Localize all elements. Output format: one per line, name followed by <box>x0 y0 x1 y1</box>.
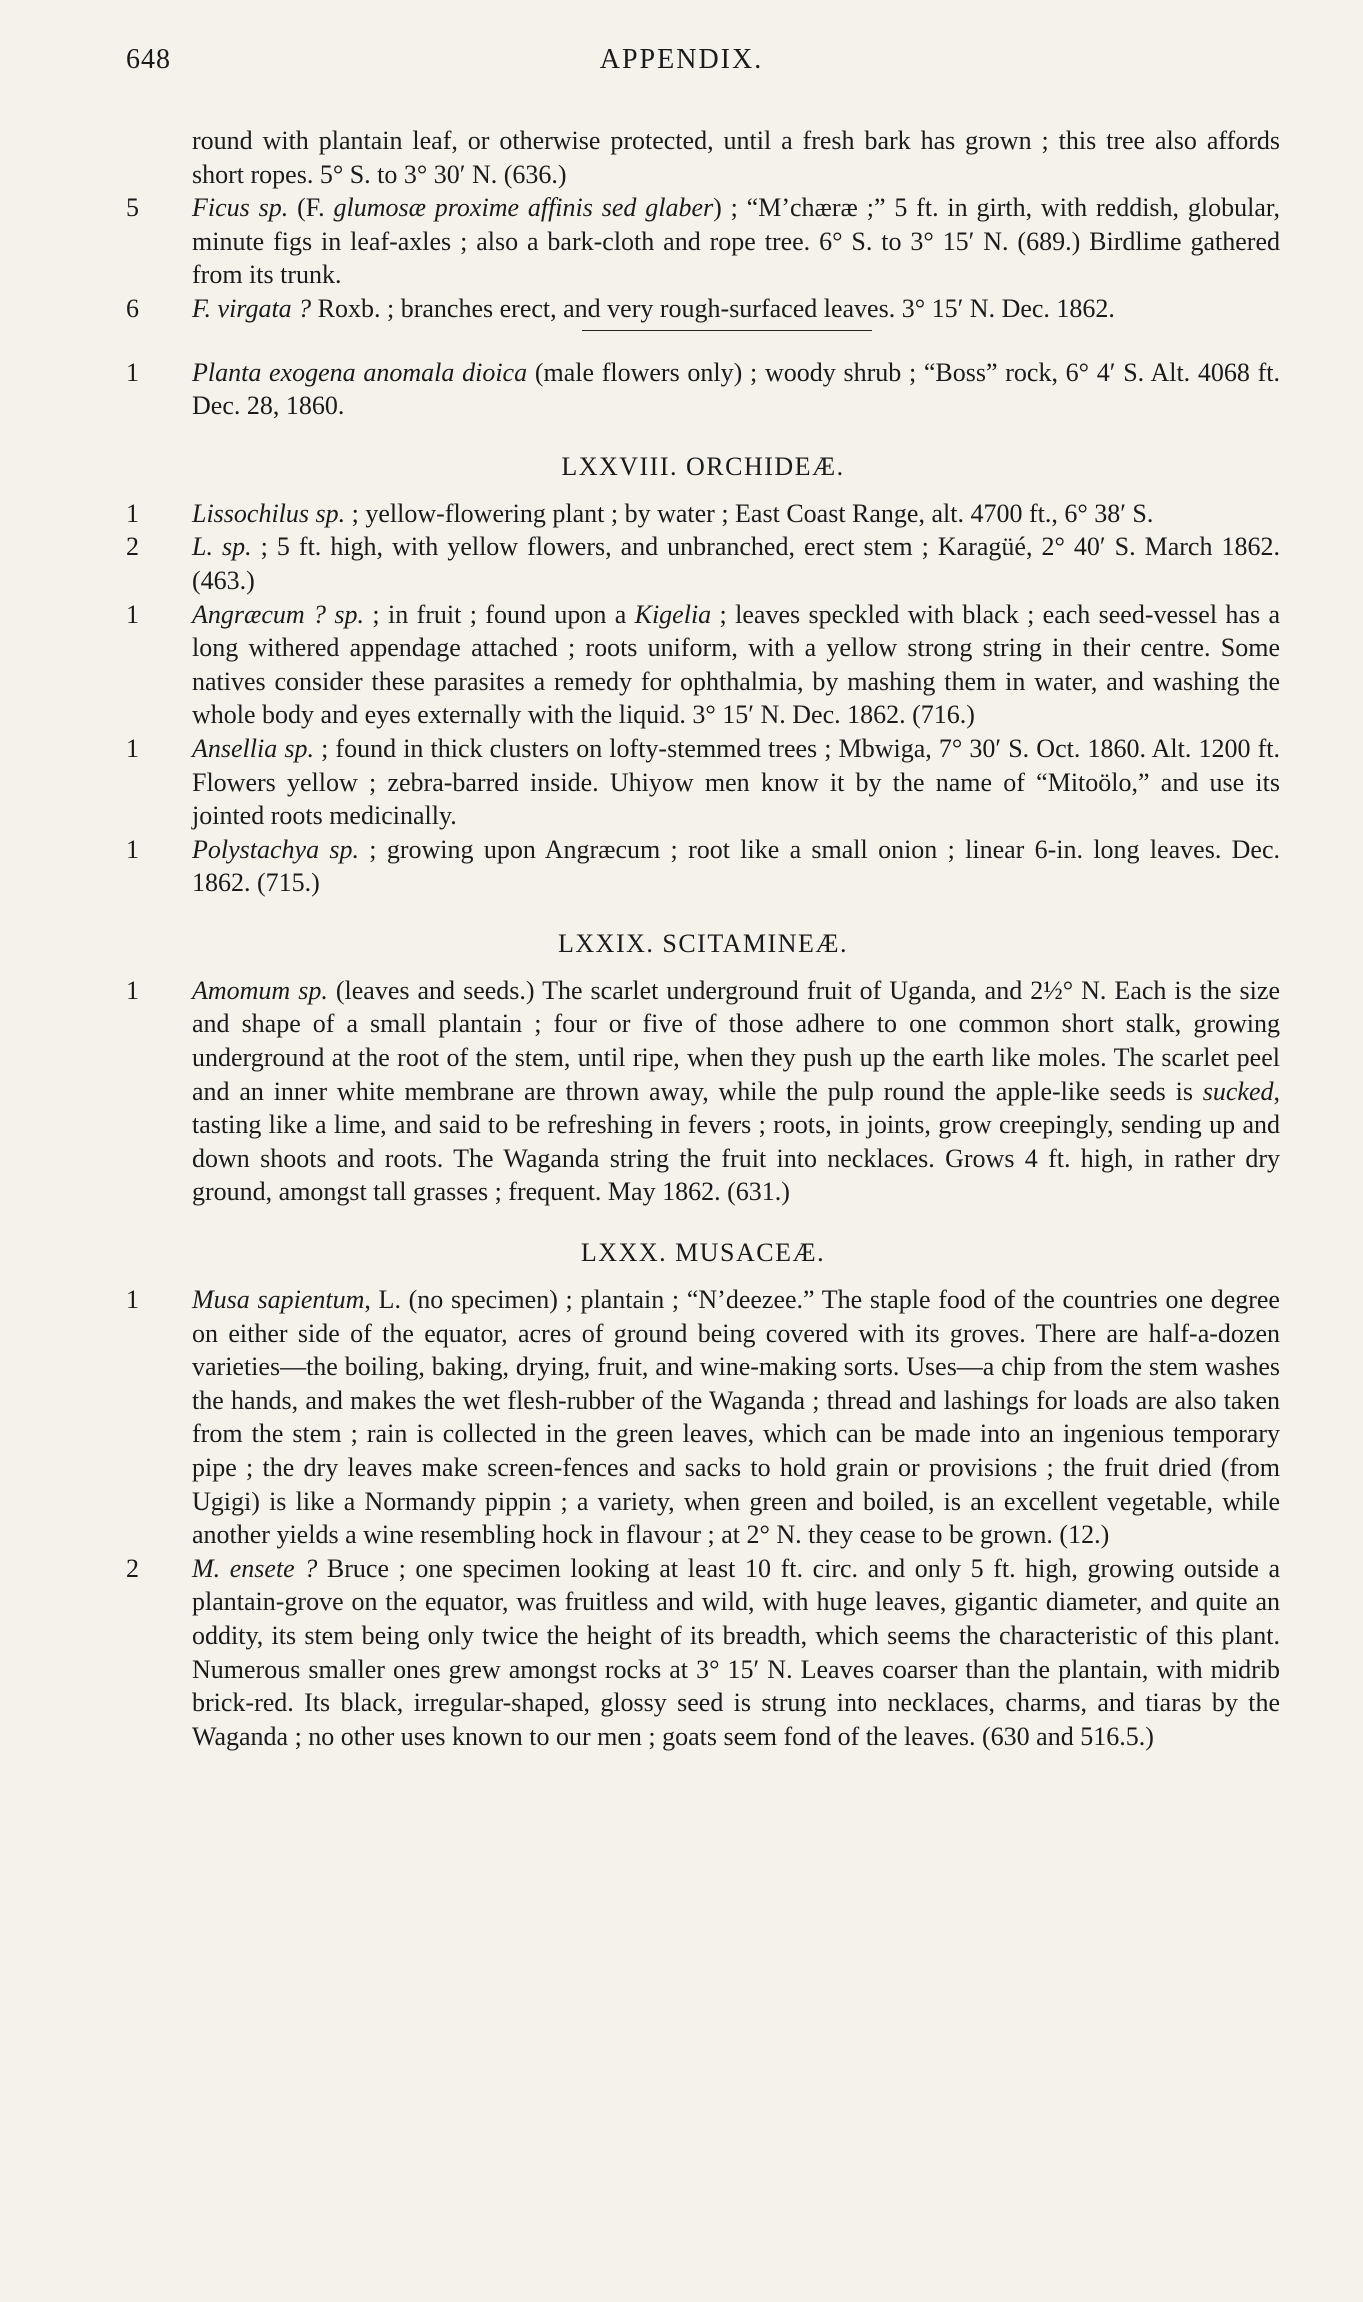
taxon-name: Musa sapientum <box>192 1285 365 1315</box>
entry-number: 1 <box>126 498 139 528</box>
taxon-name: L. sp. <box>192 532 252 562</box>
entry-number: 2 <box>126 1553 139 1583</box>
entry-text: , L. (no specimen) ; plantain ; “N’deezee.” The staple food of the countries one degree on either side of the equator, acres of ground being covered with its groves. There are half-a-dozen varieties—the boiling, baking, drying, fruit, and wine-making sorts. Uses—a chip from the stem washes the hands, and makes the wet flesh-rubber of the Waganda ; thread and lashings for loads are also taken from the stem ; rain is collected in the green leaves, which can be made into an ingenious temporary pipe ; the dry leaves make screen-fences and sacks to hold grain or provisions ; the fruit dried (from Ugigi) is like a Normandy pippin ; a variety, when green and boiled, is an excellent vegetable, while another yields a wine resembling hock in flavour ; at 2° N. they cease to be grown. (12.) <box>192 1285 1280 1550</box>
entry-number: 1 <box>126 733 139 763</box>
section-rule <box>582 330 872 331</box>
taxon-name: Kigelia <box>634 599 712 629</box>
running-title: APPENDIX. <box>599 44 764 75</box>
entry-text: (leaves and seeds.) The scarlet underground fruit of Uganda, and 2½° N. Each is the size and shape of a small plantain ; four or five of those adhere to one common short stalk, growing underground at the root of the stem, until ripe, when they push up the earth like moles. The scarlet peel and an inner white membrane are thrown away, while the pulp round the apple-like seeds is <box>192 975 1280 1106</box>
section-heading-scitamineae: LXXIX. SCITAMINEÆ. <box>558 928 848 958</box>
taxon-name: Polystachya sp. <box>192 834 359 864</box>
entry-text: ; in fruit ; found upon a <box>364 599 635 629</box>
taxon-name: Lissochilus sp. <box>192 498 346 528</box>
entry-number: 1 <box>126 834 139 864</box>
entry-number: 1 <box>126 357 139 387</box>
entry-text: (male flowers only) ; woody shrub ; “Boss” rock, 6° 4′ S. Alt. 4068 ft. Dec. 28, 1860. <box>192 357 1280 421</box>
taxon-name: Ficus sp. <box>192 193 289 223</box>
section-heading-orchideae: LXXVIII. ORCHIDEÆ. <box>561 451 845 481</box>
entry-ficus <box>126 191 1280 292</box>
entry-angraecum <box>126 598 1280 732</box>
entry-text: ) ; “M’chæræ ;” 5 ft. in girth, with reddish, globular, minute figs in leaf-axles ; also a bark-cloth and rope tree. 6° S. to 3° 15′ N. (689.) Birdlime gathered from its trunk. <box>192 193 1280 290</box>
entry-text: Roxb. ; branches erect, and very rough-surfaced leaves. 3° 15′ N. Dec. 1862. <box>311 293 1115 323</box>
entry-number: 5 <box>126 193 139 223</box>
entry-text: ; leaves speckled with black ; each seed-vessel has a long withered appendage attached ; roots uniform, with a yellow strong string in their centre. Some natives consider these parasites a remedy for ophthalmia, by mashing them in water, and washing the whole body and eyes externally with the liquid. 3° 15′ N. Dec. 1862. (716.) <box>192 599 1280 730</box>
taxon-name: Planta exogena anomala dioica <box>192 357 528 387</box>
entry-text: ; found in thick clusters on lofty-stemmed trees ; Mbwiga, 7° 30′ S. Oct. 1860. Alt. 1200 ft. Flowers yellow ; zebra-barred inside. Uhiyow men know it by the name of “Mitoölo,” and use its jointed roots medicinally. <box>192 733 1280 831</box>
entry-text: ; growing upon Angræcum ; root like a small onion ; linear 6-in. long leaves. Dec. 1862. (715.) <box>192 834 1280 898</box>
entry-text: ; yellow-flowering plant ; by water ; East Coast Range, alt. 4700 ft., 6° 38′ S. <box>345 498 1154 528</box>
entry-lissochilus <box>126 497 1280 531</box>
page-number: 648 <box>126 44 171 75</box>
entry-text: ; 5 ft. high, with yellow flowers, and unbranched, erect stem ; Karagüé, 2° 40′ S. March 1862. (463.) <box>192 532 1280 595</box>
page-body <box>126 124 1280 1753</box>
entry-planta-exogena <box>126 356 1280 423</box>
page-header <box>126 44 1237 84</box>
entry-text: Bruce ; one specimen looking at least 10 ft. circ. and only 5 ft. high, growing outside a plantain-grove on the equator, was fruitless and wild, with huge leaves, gigantic diameter, and quite an oddity, its stem being only twice the height of its breadth, which seems the characteristic of this plant. Numerous smaller ones grew amongst rocks at 3° 15′ N. Leaves coarser than the plantain, with midrib brick-red. Its black, irregular-shaped, glossy seed is strung into necklaces, charms, and tiaras by the Waganda ; no other uses known to our men ; goats seem fond of the leaves. (630 and 516.5.) <box>192 1553 1281 1751</box>
entry-polystachya <box>126 833 1280 900</box>
entry-number: 1 <box>126 599 139 629</box>
entry-ficus-virgata <box>126 292 1280 326</box>
entry-amomum <box>126 974 1280 1209</box>
taxon-name: glumosæ proxime affinis sed glaber <box>333 193 714 223</box>
entry-text: round with plantain leaf, or otherwise protected, until a fresh bark has grown ; this tree also affords short ropes. 5° S. to 3° 30′ N. (636.) <box>192 126 1280 189</box>
entry-number: 1 <box>126 975 139 1005</box>
taxon-name: M. ensete ? <box>192 1553 318 1583</box>
section-heading-musaceae: LXXX. MUSACEÆ. <box>580 1238 826 1268</box>
entry-continuation <box>126 124 1280 191</box>
entry-number: 6 <box>126 293 139 323</box>
entry-musa-sapientum <box>126 1283 1280 1552</box>
taxon-name: Amomum sp. <box>192 975 328 1005</box>
taxon-name: F. virgata ? <box>192 293 312 323</box>
entry-number: 1 <box>126 1285 139 1315</box>
section-rule-row <box>126 326 1280 342</box>
entry-musa-ensete <box>126 1552 1280 1754</box>
entry-number: 2 <box>126 532 139 562</box>
taxon-name: Ansellia sp. <box>192 733 314 763</box>
taxon-name: Angræcum ? sp. <box>192 599 365 629</box>
entry-ansellia <box>126 732 1280 833</box>
entry-text: , tasting like a lime, and said to be refreshing in fevers ; roots, in joints, grow creepingly, sending up and down shoots and roots. The Waganda string the fruit into necklaces. Grows 4 ft. high, in rather dry ground, amongst tall grasses ; frequent. May 1862. (631.) <box>192 1076 1280 1207</box>
entry-l-sp <box>126 530 1280 597</box>
taxon-name: sucked <box>1202 1076 1274 1106</box>
entry-text: (F. <box>288 193 334 223</box>
